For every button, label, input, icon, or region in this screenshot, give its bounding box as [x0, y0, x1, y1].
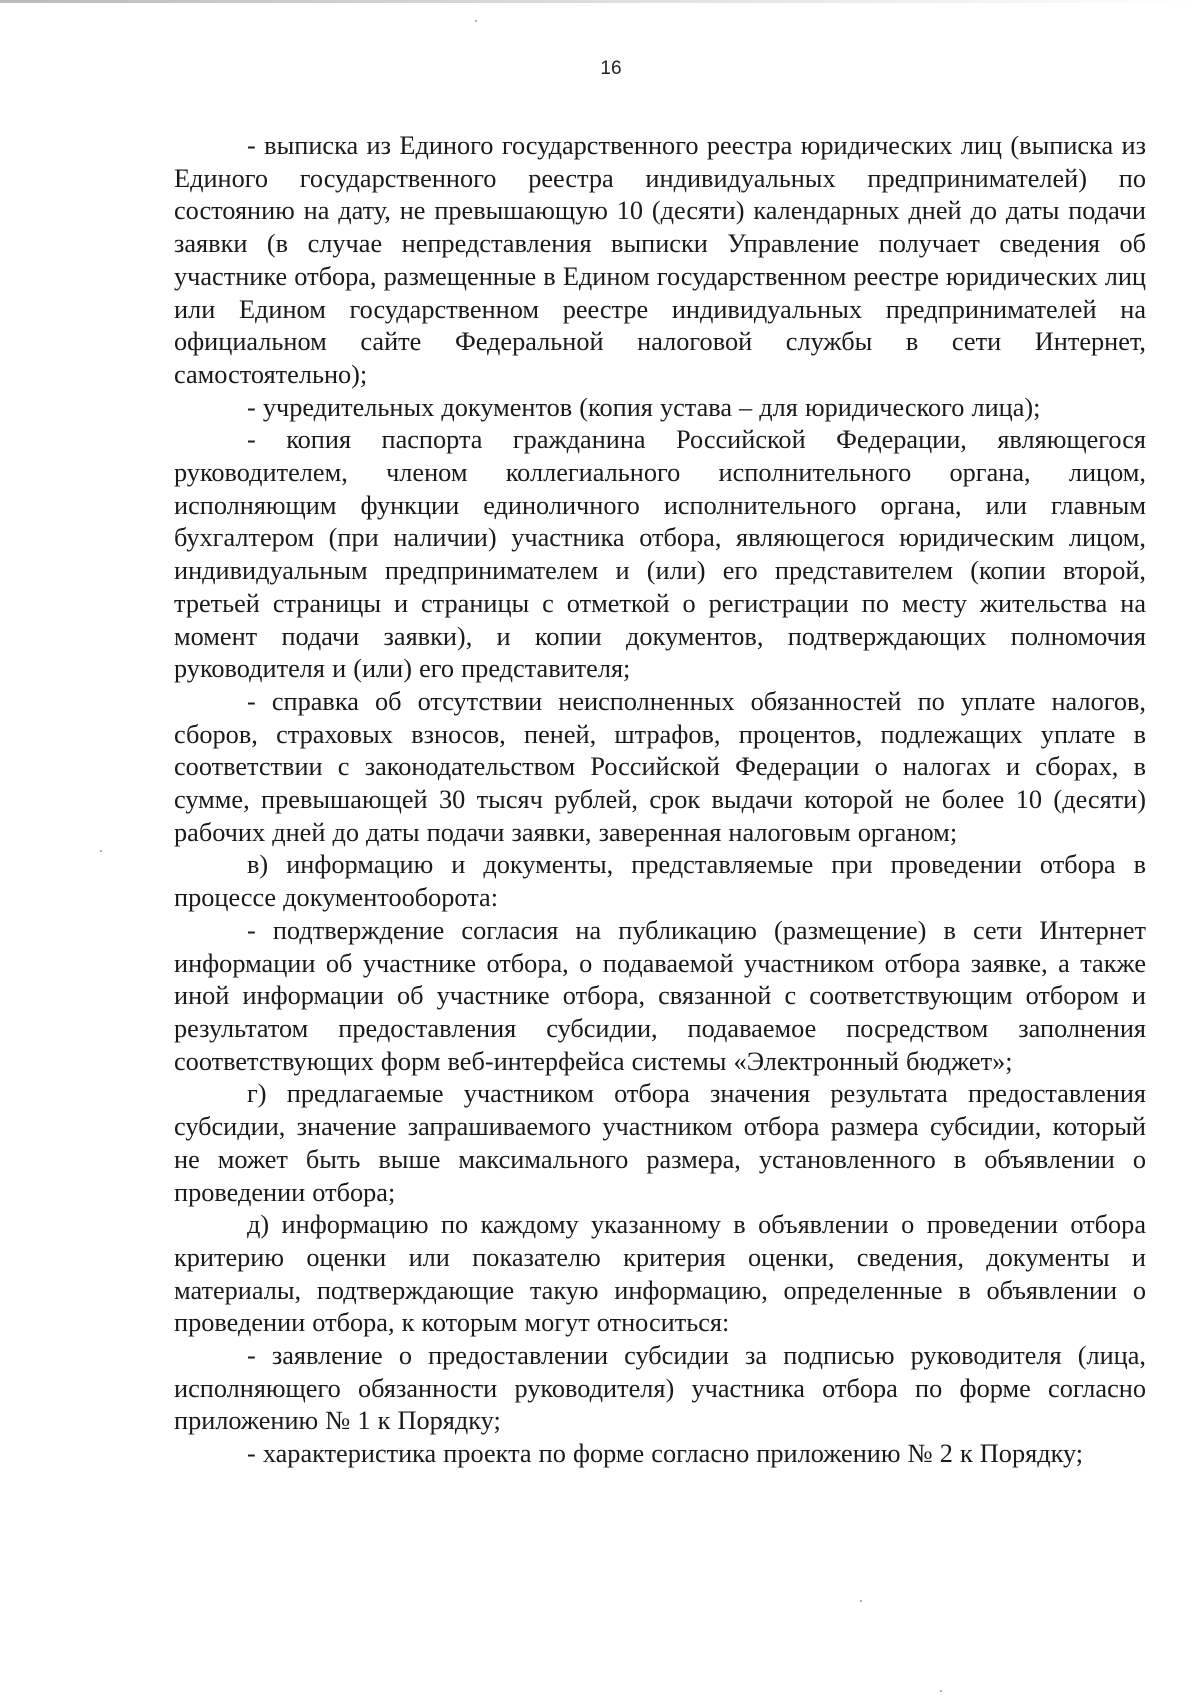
- paragraph-item-g: г) предлагаемые участником отбора значения результата предоставления субсидии, значение запрашиваемого участником отбора размера субсидии, который не может быть выше максимального размера, установленного в объявлении о проведении отбора;: [174, 1079, 1146, 1207]
- paragraph-subsidy-application: - заявление о предоставлении субсидии за подписью руководителя (лица, исполняющего обязанности руководителя) участника отбора по форме согласно приложению № 1 к Порядку;: [174, 1341, 1146, 1436]
- paragraph-passport-copy: - копия паспорта гражданина Российской Федерации, являющегося руководителем, членом коллегиального исполнительного органа, лицом, исполняющим функции единоличного исполнительного органа, или главным бухгалтером (при наличии) участника отбора, являющегося юридическим лицом, индивидуальным предпринимателем и (или) его представителем (копии второй, третьей страницы и страницы с отметкой о регистрации по месту жительства на момент подачи заявки), и копии документов, подтверждающих полномочия руководителя и (или) его представителя;: [174, 425, 1146, 684]
- document-body: [174, 130, 1146, 1471]
- paragraph-founding-documents: - учредительных документов (копия устава – для юридического лица);: [247, 392, 1041, 422]
- paragraph-tax-certificate: - справка об отсутствии неисполненных обязанностей по уплате налогов, сборов, страховых взносов, пеней, штрафов, процентов, подлежащих уплате в соответствии с законодательством Российской Федерации о налогах и сборах, в сумме, превышающей 30 тысяч рублей, срок выдачи которой не более 10 (десяти) рабочих дней до даты подачи заявки, заверенная налоговым органом;: [174, 686, 1146, 847]
- page-number: 16: [600, 58, 622, 79]
- paragraph-publication-consent: - подтверждение согласия на публикацию (размещение) в сети Интернет информации об участнике отбора, о подаваемой участником отбора заявке, а также иной информации об участнике отбора, связанной с соответствующим отбором и результатом предоставления субсидии, подаваемое посредством заполнения соответствующих форм веб-интерфейса системы «Электронный бюджет»;: [174, 915, 1146, 1076]
- scan-speck: [100, 850, 102, 852]
- paragraph-egrul-extract: - выписка из Единого государственного реестра юридических лиц (выписка из Единого государственного реестра индивидуальных предпринимателей) по состоянию на дату, не превышающую 10 (десяти) календарных дней до даты подачи заявки (в случае непредставления выписки Управление получает сведения об участнике отбора, размещенные в Едином государственном реестре юридических лиц или Едином государственном реестре индивидуальных предпринимателей на официальном сайте Федеральной налоговой службы в сети Интернет, самостоятельно);: [174, 131, 1146, 389]
- paragraph-item-v: в) информацию и документы, представляемые при проведении отбора в процессе документооборота:: [174, 850, 1146, 913]
- paragraph-project-characteristics: - характеристика проекта по форме согласно приложению № 2 к Порядку;: [247, 1439, 1084, 1469]
- scan-edge: [0, 0, 1200, 3]
- paragraph-item-d: д) информацию по каждому указанному в объявлении о проведении отбора критерию оценки или показателю критерия оценки, сведения, документы и материалы, подтверждающие такую информацию, определенные в объявлении о проведении отбора, к которым могут относиться:: [174, 1210, 1146, 1338]
- scan-speck: [475, 20, 477, 22]
- scan-speck: [940, 1690, 942, 1692]
- scan-speck: [860, 1600, 862, 1602]
